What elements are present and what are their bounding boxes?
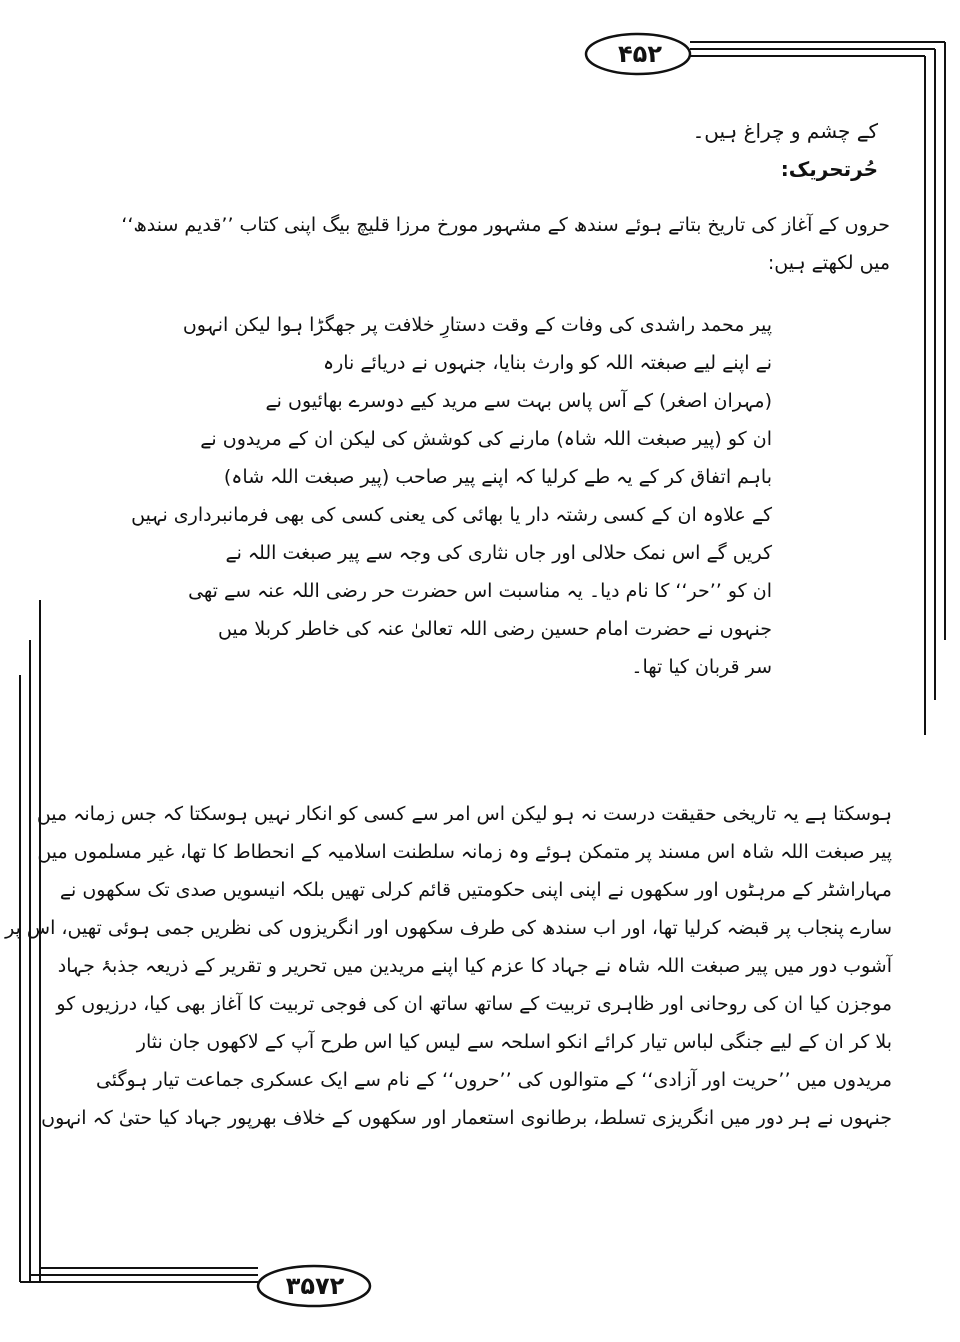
section-heading: حُرتحریک:	[780, 157, 878, 181]
intro-paragraph-line: میں لکھتے ہیں:	[767, 252, 890, 274]
intro-paragraph	[110, 206, 890, 282]
intro-line: کے چشم و چراغ ہیں۔	[692, 119, 878, 143]
quote-line: (مہران اصغر) کے آس پاس بہت سے مرید کیے دوسرے بھائیوں نے	[265, 390, 772, 412]
body-line: بلا کر ان کے لیے جنگی لباس تیار کرائے انکو اسلحہ سے لیس کیا اس طرح آپ کے لاکھوں جان نثار	[136, 1031, 892, 1053]
body-line: موجزن کیا ان کی روحانی اور ظاہری تربیت کے ساتھ ساتھ ان کی فوجی تربیت کا آغاز بھی کیا، درزیوں کو	[56, 993, 892, 1015]
quote-line: کریں گے اس نمک حلالی اور جاں نثاری کی وجہ سے پیر صبغت اللہ نے	[225, 542, 772, 564]
body-line: مریدوں میں ’’حریت اور آزادی‘‘ کے متوالوں کی ’’حروں‘‘ کے نام سے ایک عسکری جماعت تیار ہوگئی	[95, 1069, 892, 1091]
body-line: پیر صبغت اللہ شاہ اس مسند پر متمکن ہوئے وہ زمانہ سلطنت اسلامیہ کے انحطاط کا تھا، غیر مسلموں میں	[37, 841, 892, 863]
page-number-top: ۴۵۲	[618, 40, 662, 68]
body-line: جنہوں نے ہر دور میں انگریزی تسلط، برطانوی استعمار اور سکھوں کے خلاف بھرپور جہاد کیا حتیٰ کہ انہوں	[41, 1107, 892, 1129]
intro-block	[178, 112, 878, 188]
quote-line: کے علاوہ ان کے کسی رشتہ دار یا بھائی کی یعنی کسی کی بھی فرمانبرداری نہیں	[131, 504, 772, 526]
block-quote	[131, 306, 772, 686]
quote-line: نے اپنے لیے صبغتہ اللہ کو وارث بنایا، جنہوں نے دریائے نارہ	[322, 352, 772, 374]
body-line: آشوب دور میں پیر صبغت اللہ شاہ نے جہاد کا عزم کیا اپنے مریدین میں تحریر و تقریر کے ذریعہ جذبۂ جہاد	[57, 955, 892, 977]
intro-paragraph-line: حروں کے آغاز کی تاریخ بتاتے ہوئے سندھ کے مشہور مورخ مرزا قلیچ بیگ اپنی کتاب ’’قدیم سندھ‘‘	[121, 214, 890, 236]
quote-line: جنہوں نے حضرت امام حسین رضی اللہ تعالیٰ عنہ کی خاطر کربلا میں	[217, 618, 772, 640]
body-paragraph	[5, 795, 892, 1137]
body-line: مہاراشٹر کے مرہٹوں اور سکھوں نے اپنی اپنی حکومتیں قائم کرلی تھیں بلکہ انیسویں صدی تک سکھوں نے	[59, 879, 892, 901]
quote-line: ان کو (پیر صبغت اللہ شاہ) مارنے کی کوشش کی لیکن ان کے مریدوں نے	[200, 428, 772, 450]
quote-line: ان کو ’’حر‘‘ کا نام دیا۔ یہ مناسبت اس حضرت حر رضی اللہ عنہ سے تھی	[188, 580, 772, 602]
body-line: ہوسکتا ہے یہ تاریخی حقیقت درست نہ ہو لیکن اس امر سے کسی کو انکار نہیں ہوسکتا کہ جس زمانہ میں	[36, 803, 892, 825]
quote-line: سر قربان کیا تھا۔	[631, 656, 772, 678]
quote-line: پیر محمد راشدی کی وفات کے وقت دستارِ خلافت پر جھگڑا ہوا لیکن انہوں	[182, 314, 772, 336]
quote-line: باہم اتفاق کر کے یہ طے کرلیا کہ اپنے پیر صاحب (پیر صبغت اللہ شاہ)	[223, 466, 772, 488]
page-number-bottom: ۳۵۷۲	[285, 1272, 345, 1300]
body-line: سارے پنجاب پر قبضہ کرلیا تھا، اور اب سندھ کی طرف سکھوں اور انگریزوں کی نظریں جمی ہوئی تھیں، اس پر	[5, 917, 892, 939]
